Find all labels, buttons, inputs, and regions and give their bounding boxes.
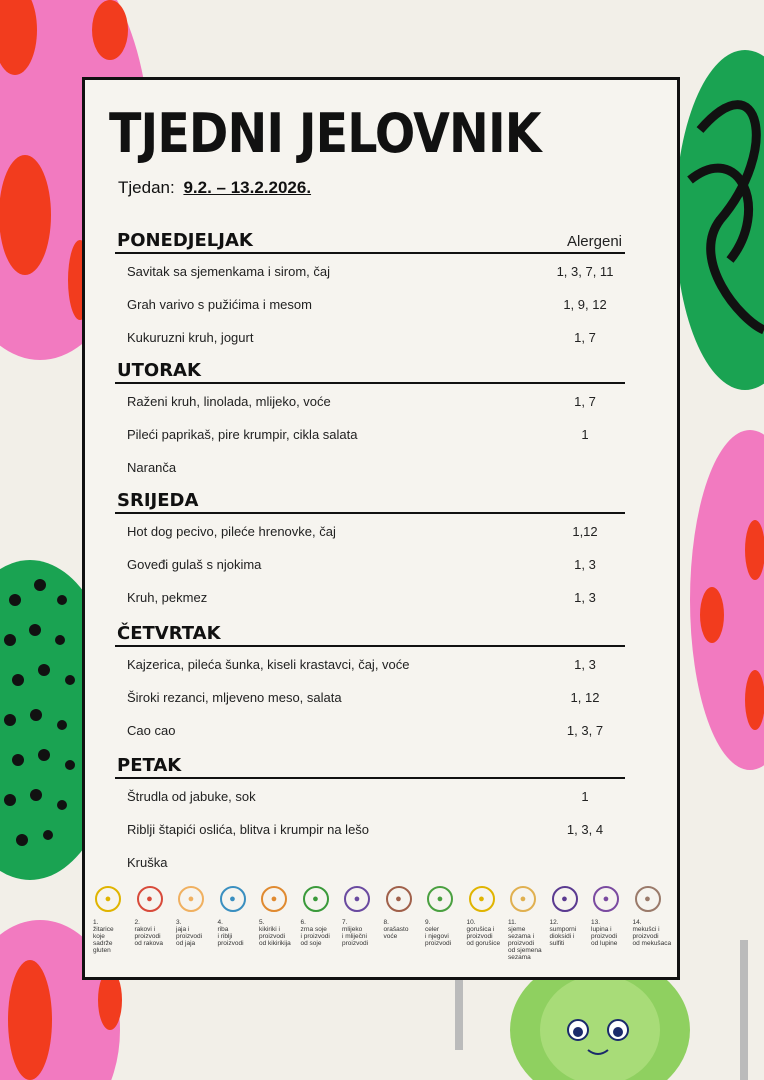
- meal-allergens: 1, 7: [574, 330, 596, 345]
- allergens-header: Alergeni: [566, 233, 622, 250]
- meal-name: Kruška: [127, 855, 168, 870]
- day-section-0: [115, 230, 625, 353]
- day-name: ČETVRTAK: [115, 623, 625, 647]
- meal-name: Naranča: [127, 460, 177, 475]
- day-section-3: [115, 623, 625, 746]
- meal-allergens: 1, 9, 12: [563, 297, 607, 312]
- nut-icon: ●: [386, 886, 412, 912]
- crab-icon: ●: [137, 886, 163, 912]
- meal-row: [115, 779, 625, 812]
- legend-text: 10. gorušica i proizvodi od gorušice: [466, 919, 501, 947]
- legend-item: [218, 886, 258, 947]
- meal-row: [115, 450, 625, 483]
- meal-row: [115, 580, 625, 613]
- legend-text: 2. rakovi i proizvodi od rakova: [134, 919, 164, 947]
- legend-text: 5. kikiriki i proizvodi od kikirikija: [259, 919, 291, 947]
- meal-row: [115, 254, 625, 287]
- legend-text: 1. žitarice koje sadrže gluten: [93, 919, 114, 954]
- legend-item: [550, 886, 590, 947]
- legend-text: 12. sumporni dioksidi i sulfiti: [549, 919, 577, 947]
- meal-allergens: 1, 3: [574, 657, 596, 672]
- milk-icon: ●: [344, 886, 370, 912]
- allergen-legend: [93, 886, 678, 971]
- meal-name: Kruh, pekmez: [127, 590, 208, 605]
- meal-name: Grah varivo s pužićima i mesom: [127, 297, 312, 312]
- week-line: [118, 178, 311, 198]
- meal-name: Savitak sa sjemenkama i sirom, čaj: [127, 264, 331, 279]
- legend-text: 9. celer i njegovi proizvodi: [425, 919, 452, 947]
- day-name: PETAK: [115, 755, 625, 779]
- menu-card: [82, 77, 680, 980]
- egg-icon: ●: [178, 886, 204, 912]
- legend-item: [508, 886, 548, 961]
- week-label: Tjedan:: [118, 178, 175, 197]
- meal-allergens: 1,12: [572, 524, 598, 539]
- day-name: SRIJEDA: [115, 490, 625, 514]
- soy-icon: ●: [303, 886, 329, 912]
- day-section-4: [115, 755, 625, 878]
- meal-row: [115, 547, 625, 580]
- meal-allergens: 1, 3, 7, 11: [556, 264, 614, 279]
- legend-item: [633, 886, 673, 947]
- legend-item: [301, 886, 341, 947]
- meal-row: [115, 812, 625, 845]
- meal-row: [115, 287, 625, 320]
- legend-item: [93, 886, 133, 954]
- wheat-icon: ●: [95, 886, 121, 912]
- meal-row: [115, 680, 625, 713]
- meal-name: Cao cao: [127, 723, 176, 738]
- day-section-2: [115, 490, 625, 613]
- meal-name: Štrudla od jabuke, sok: [127, 789, 256, 804]
- mustard-icon: ●: [469, 886, 495, 912]
- meal-row: [115, 845, 625, 878]
- peanut-icon: ●: [261, 886, 287, 912]
- day-section-1: [115, 360, 625, 483]
- meal-row: [115, 647, 625, 680]
- meal-allergens: 1: [581, 789, 589, 804]
- sesame-icon: ●: [510, 886, 536, 912]
- legend-text: 4. riba i riblji proizvodi: [217, 919, 244, 947]
- legend-item: [467, 886, 507, 947]
- legend-text: 7. mlijeko i mliječni proizvodi: [342, 919, 369, 947]
- legend-text: 3. jaja i proizvodi od jaja: [176, 919, 203, 947]
- meal-name: Široki rezanci, mljeveno meso, salata: [127, 690, 342, 705]
- meal-allergens: 1, 3, 7: [566, 723, 604, 738]
- celery-icon: ●: [427, 886, 453, 912]
- legend-item: [591, 886, 631, 947]
- meal-name: Kukuruzni kruh, jogurt: [127, 330, 254, 345]
- meal-allergens: 1, 12: [570, 690, 600, 705]
- legend-item: [384, 886, 424, 940]
- meal-allergens: 1, 3: [574, 590, 596, 605]
- legend-item: [342, 886, 382, 947]
- legend-text: 8. orašasto voće: [383, 919, 409, 940]
- legend-text: 13. lupina i proizvodi od lupine: [591, 919, 618, 947]
- meal-allergens: 1, 7: [574, 394, 596, 409]
- week-dates: 9.2. – 13.2.2026.: [183, 178, 312, 197]
- page-title: TJEDNI JELOVNIK: [109, 102, 541, 165]
- day-name: PONEDJELJAK: [115, 230, 625, 254]
- legend-item: [135, 886, 175, 947]
- meal-name: Riblji štapići oslića, blitva i krumpir na lešo: [127, 822, 370, 837]
- meal-row: [115, 384, 625, 417]
- meal-allergens: 1: [581, 427, 589, 442]
- legend-item: [259, 886, 299, 947]
- meal-row: [115, 713, 625, 746]
- legend-text: 14. mekušci i proizvodi od mekušaca: [632, 919, 672, 947]
- meal-row: [115, 514, 625, 547]
- meal-name: Hot dog pecivo, pileće hrenovke, čaj: [127, 524, 336, 539]
- meal-name: Kajzerica, pileća šunka, kiseli krastavci, čaj, voće: [127, 657, 410, 672]
- meal-name: Pileći paprikaš, pire krumpir, cikla salata: [127, 427, 358, 442]
- legend-item: [425, 886, 465, 947]
- flask-icon: ●: [552, 886, 578, 912]
- legend-item: [176, 886, 216, 947]
- meal-name: Goveđi gulaš s njokima: [127, 557, 262, 572]
- meal-name: Raženi kruh, linolada, mlijeko, voće: [127, 394, 331, 409]
- lupin-icon: ●: [593, 886, 619, 912]
- day-name: UTORAK: [115, 360, 625, 384]
- meal-row: [115, 320, 625, 353]
- shell-icon: ●: [635, 886, 661, 912]
- legend-text: 6. zrna soje i proizvodi od soje: [300, 919, 330, 947]
- fish-icon: ●: [220, 886, 246, 912]
- meal-allergens: 1, 3: [574, 557, 596, 572]
- meal-allergens: 1, 3, 4: [566, 822, 604, 837]
- legend-text: 11. sjeme sezama i proizvodi od sjemena sezama: [508, 919, 542, 961]
- meal-row: [115, 417, 625, 450]
